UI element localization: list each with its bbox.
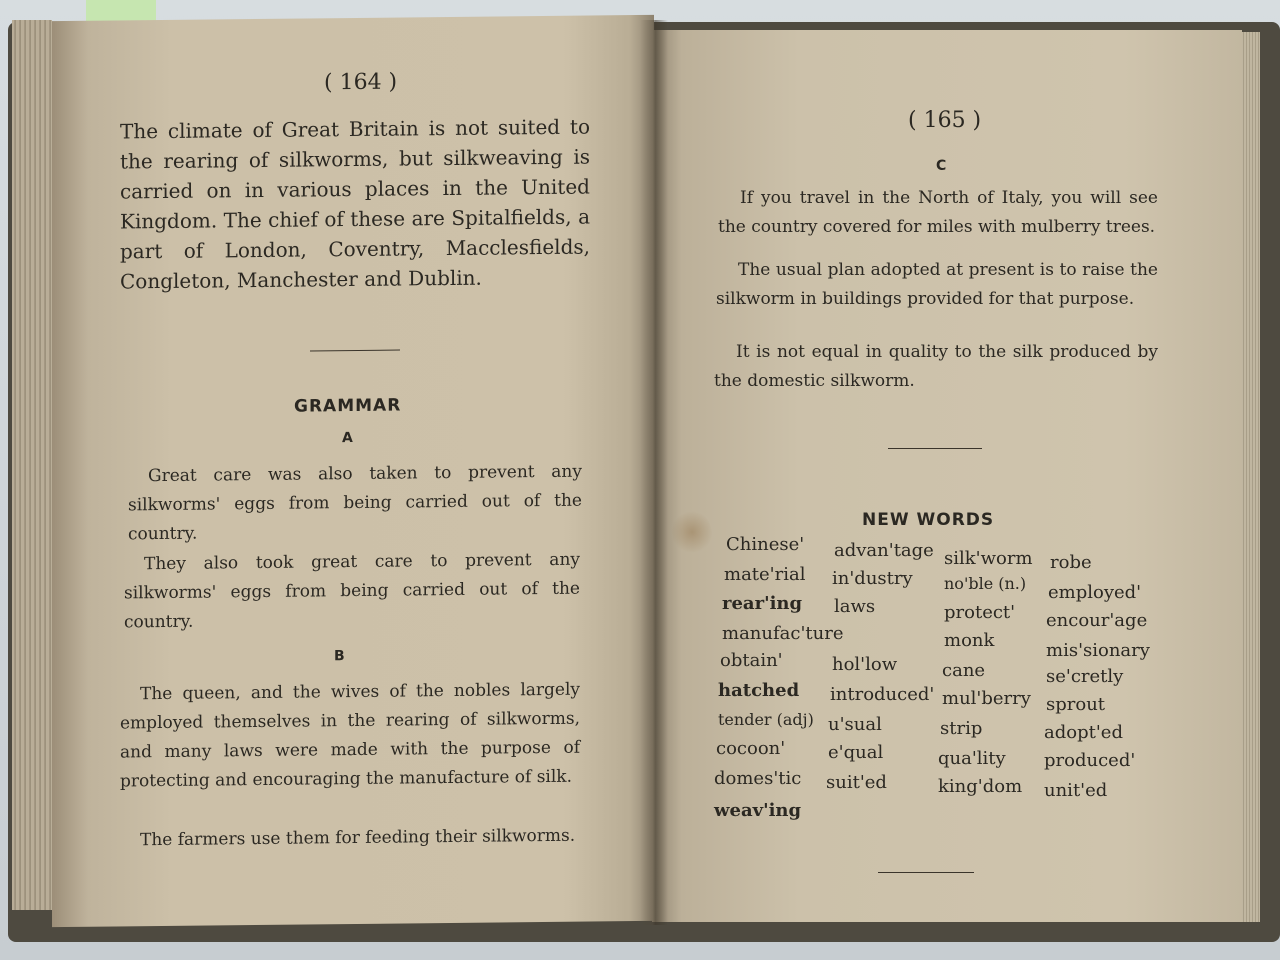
left-page (52, 15, 654, 927)
new-word: no'ble (n.) (944, 574, 1027, 593)
new-word: advan'tage (834, 540, 934, 561)
new-word: laws (834, 596, 876, 617)
new-word: Chinese' (726, 534, 805, 555)
section-b-label: B (334, 648, 345, 665)
section-c-paragraph-2: The usual plan adopted at present is to raise the silkworm in buildings provided for that purpose. (716, 260, 1158, 309)
new-word: silk'worm (944, 548, 1033, 569)
new-word: mis'sionary (1046, 640, 1150, 661)
new-word: tender (adj) (718, 710, 814, 729)
new-word: suit'ed (826, 772, 887, 793)
section-a-paragraph-1: Great care was also taken to prevent any silkworms' eggs from being carried out of the country. (128, 461, 582, 545)
new-word: robe (1050, 552, 1092, 573)
new-word: encour'age (1046, 610, 1148, 631)
new-word: hatched (718, 680, 800, 701)
left-page-edges (12, 20, 52, 910)
new-word: mul'berry (942, 688, 1031, 709)
new-word: cocoon' (716, 738, 786, 759)
new-word: sprout (1046, 694, 1106, 715)
new-word: weav'ing (714, 800, 802, 821)
new-word: rear'ing (722, 593, 803, 614)
new-word: domes'tic (714, 768, 802, 789)
section-c-paragraph-1: If you travel in the North of Italy, you will see the country covered for miles with mulberry trees. (718, 188, 1158, 237)
new-word: introduced' (830, 684, 935, 705)
section-a-paragraph-2: They also took great care to prevent any silkworms' eggs from being carried out of the country. (124, 549, 580, 633)
new-words-heading: NEW WORDS (862, 510, 995, 530)
new-word: monk (944, 630, 995, 651)
bottom-divider (878, 872, 974, 873)
new-word: se'cretly (1046, 666, 1124, 687)
section-divider (310, 350, 400, 352)
page-number-165: ( 165 ) (908, 108, 982, 133)
right-page (652, 30, 1242, 922)
new-word: adopt'ed (1044, 722, 1123, 743)
new-word: protect' (944, 602, 1016, 623)
new-word: u'sual (828, 714, 882, 735)
new-word: obtain' (720, 650, 783, 671)
new-word: qua'lity (938, 748, 1006, 769)
book-gutter (640, 20, 668, 925)
section-a-label: A (342, 430, 353, 447)
section-b-paragraph-2: The farmers use them for feeding their silkworms. (140, 825, 576, 851)
new-word: e'qual (828, 742, 884, 763)
new-word: hol'low (832, 654, 898, 675)
new-word: cane (942, 660, 986, 681)
section-b-paragraph-1: The queen, and the wives of the nobles largely employed themselves in the rearing of silkworms, and many laws were made with the purpose of protecting and encouraging the manufacture of silk. (120, 679, 580, 792)
new-word: king'dom (938, 776, 1023, 797)
grammar-heading: GRAMMAR (294, 395, 402, 417)
new-word: employed' (1048, 582, 1142, 603)
new-word: unit'ed (1044, 780, 1108, 801)
new-word: strip (940, 718, 983, 739)
new-word: manufac'ture (722, 623, 844, 644)
section-divider-right (888, 448, 982, 449)
new-word: mate'rial (724, 564, 806, 585)
intro-paragraph: The climate of Great Britain is not suited to the rearing of silkworms, but silkweaving is carried on in various places in the United Kingdom. The chief of these are Spitalfields, a part of London, Coventry, Macclesfields, Congleton, Manchester and Dublin. (120, 114, 590, 294)
section-c-label: C (936, 158, 947, 174)
page-stain (672, 510, 712, 554)
new-word: in'dustry (832, 568, 913, 589)
page-number-164: ( 164 ) (324, 69, 398, 96)
section-c-paragraph-3: It is not equal in quality to the silk produced by the domestic silkworm. (714, 342, 1158, 391)
new-word: produced' (1044, 750, 1136, 771)
